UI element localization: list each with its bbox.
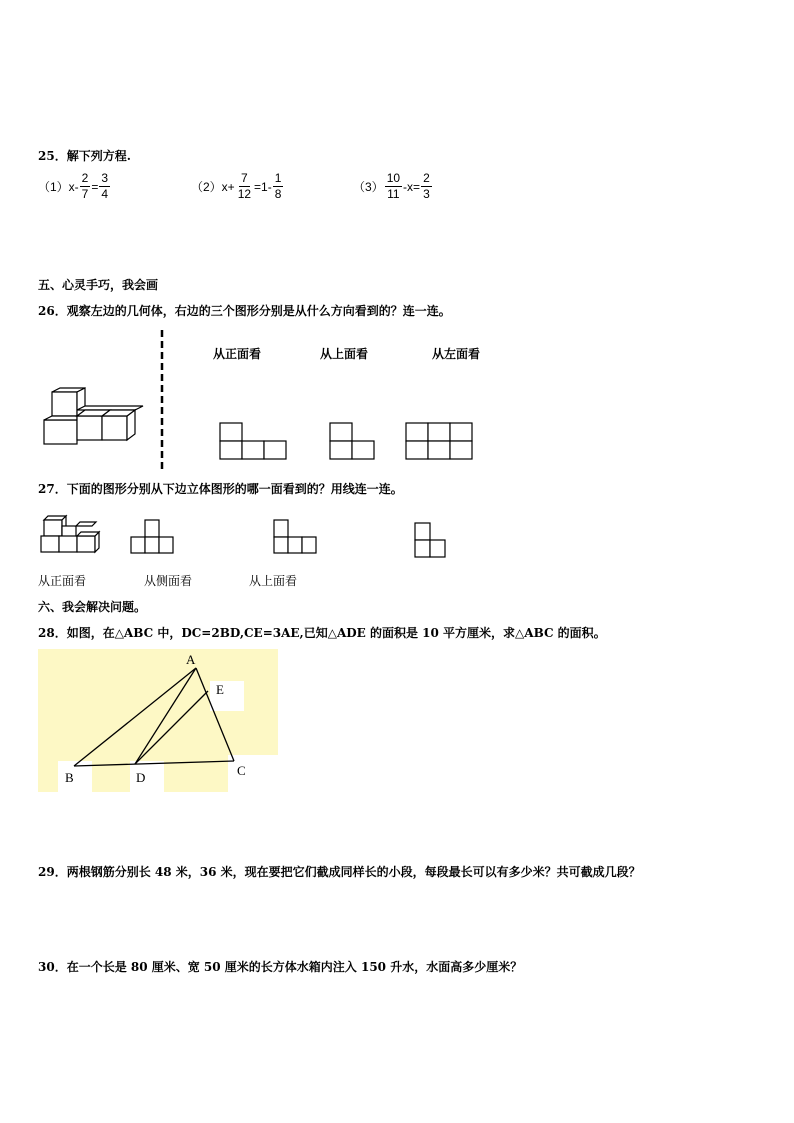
q26-view-label-left: 从左面看 xyxy=(432,347,481,361)
eq1-b-numerator: 3 xyxy=(101,171,109,185)
eq3-b-denominator: 3 xyxy=(423,187,430,201)
eq3-a-numerator: 10 xyxy=(386,171,401,185)
q25-title: 25．解下列方程. xyxy=(38,149,131,163)
eq1-b-denominator: 4 xyxy=(101,187,109,201)
q26-dashed-divider xyxy=(160,330,164,470)
q25-equation-1 xyxy=(38,172,111,201)
eq2-label: （2）x+ xyxy=(191,180,235,194)
q26-view-shape-2 xyxy=(329,422,377,460)
line-ad xyxy=(135,668,196,764)
q26-view-label-front: 从正面看 xyxy=(213,347,262,361)
eq3-fraction-b xyxy=(421,172,432,201)
q27-view-shape-3 xyxy=(414,522,448,560)
q28-figure xyxy=(38,649,278,792)
q25-equation-2 xyxy=(191,172,284,201)
eq2-mid: =1- xyxy=(254,179,272,194)
eq3-a-denominator: 11 xyxy=(387,187,400,201)
point-label-a: A xyxy=(186,652,196,667)
eq1-a-numerator: 2 xyxy=(81,171,89,185)
section-5-heading: 五、心灵手巧，我会画 xyxy=(38,278,159,292)
line-ab xyxy=(74,668,196,766)
q29-title: 29．两根钢筋分别长 48 米，36 米，现在要把它们截成同样长的小段，每段最长可以有多少米？共可截成几段？ xyxy=(38,865,641,879)
q27-label-front: 从正面看 xyxy=(38,574,87,588)
q28-title: 28．如图，在△ABC 中，DC=2BD,CE=3AE,已知△ADE 的面积是 10 平方厘米，求△ABC 的面积。 xyxy=(38,626,606,640)
q26-view-shape-3 xyxy=(405,422,475,460)
q26-view-shape-1 xyxy=(219,422,289,460)
eq3-fraction-a xyxy=(385,172,402,201)
eq1-a-denominator: 7 xyxy=(81,187,89,201)
eq2-a-numerator: 7 xyxy=(241,171,248,185)
q28-triangle-svg xyxy=(38,649,278,792)
point-label-c: C xyxy=(237,763,246,778)
eq2-fraction-b xyxy=(273,172,284,201)
q27-view-shape-1 xyxy=(130,519,178,555)
section-6-heading: 六、我会解决问题。 xyxy=(38,600,147,614)
line-de xyxy=(135,691,208,764)
eq3-mid: -x= xyxy=(403,179,421,194)
eq1-label: （1）x- xyxy=(38,180,79,194)
q26-view-label-top: 从上面看 xyxy=(320,347,369,361)
eq2-a-denominator: 12 xyxy=(237,187,252,201)
eq2-b-denominator: 8 xyxy=(274,187,282,201)
q27-3d-solid-figure xyxy=(40,514,102,556)
q26-3d-solid-figure xyxy=(40,388,140,448)
point-label-e: E xyxy=(216,682,224,697)
line-bc xyxy=(74,761,234,766)
q27-title: 27．下面的图形分别从下边立体图形的哪一面看到的？用线连一连。 xyxy=(38,482,403,496)
point-label-b: B xyxy=(65,770,74,785)
q25-equation-3 xyxy=(353,172,433,201)
eq1-fraction-b xyxy=(99,172,110,201)
eq1-equals: = xyxy=(91,179,99,194)
point-label-d: D xyxy=(136,770,146,785)
q30-title: 30．在一个长是 80 厘米、宽 50 厘米的长方体水箱内注入 150 升水，水面高多少厘米？ xyxy=(38,960,523,974)
line-ac xyxy=(196,668,234,761)
eq2-b-numerator: 1 xyxy=(274,171,282,185)
q27-view-shape-2 xyxy=(273,519,321,555)
eq1-fraction-a xyxy=(80,172,91,201)
q26-title: 26．观察左边的几何体，右边的三个图形分别是从什么方向看到的？连一连。 xyxy=(38,304,451,318)
eq3-label: （3） xyxy=(353,180,384,194)
eq2-fraction-a xyxy=(236,172,253,201)
q27-label-side: 从侧面看 xyxy=(144,574,193,588)
eq3-b-numerator: 2 xyxy=(423,171,430,185)
q27-label-top: 从上面看 xyxy=(249,574,298,588)
